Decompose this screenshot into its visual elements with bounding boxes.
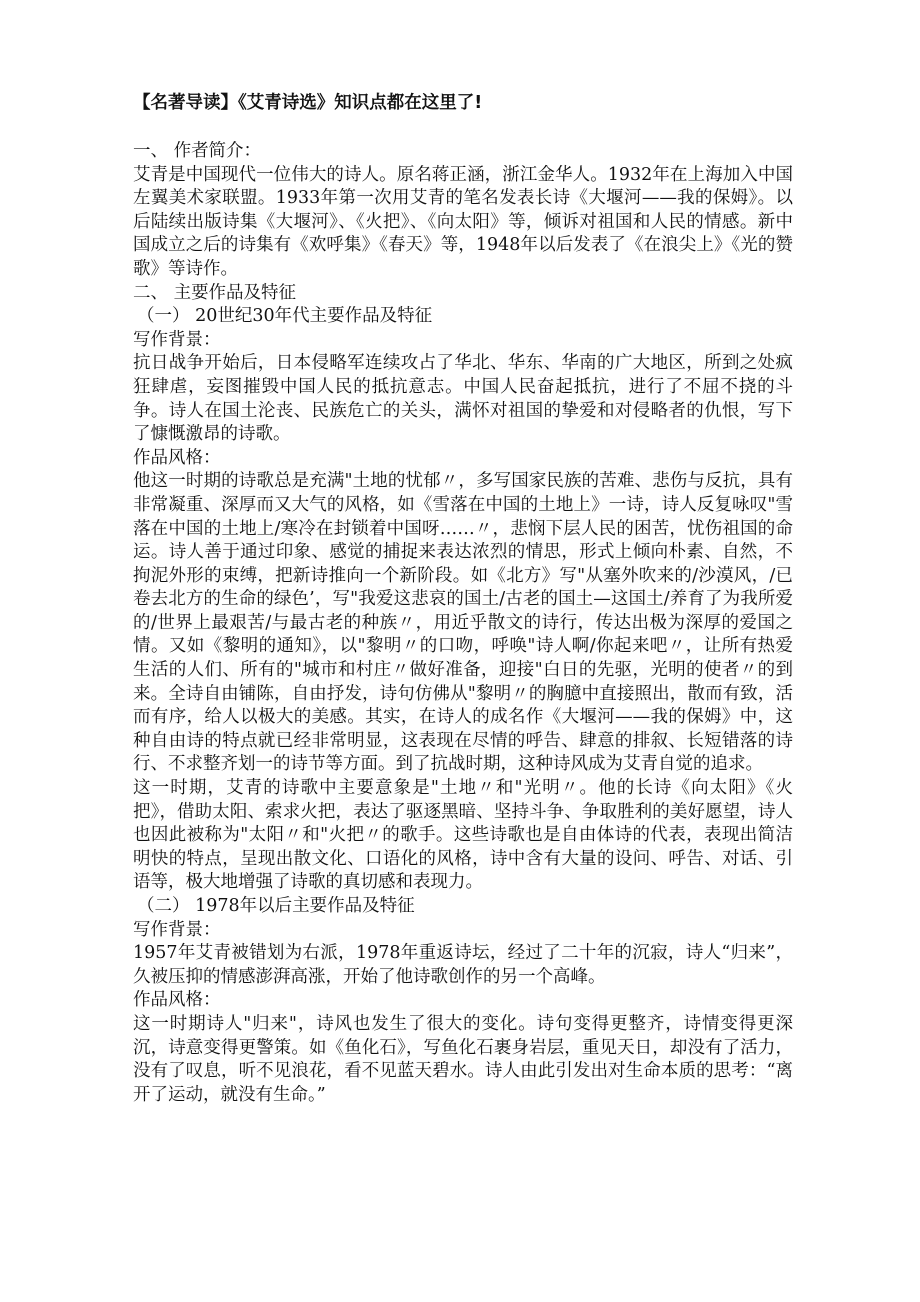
section-heading-works: 二、 主要作品及特征 [133,282,297,303]
document-title: 【名著导读】《艾青诗选》知识点都在这里了! [133,93,483,113]
section-heading-author: 一、 作者简介： [133,141,262,161]
paragraph-style-1: 他这一时期的诗歌总是充满"土地的忧郁〃，多写国家民族的苦难、悲伤与反抗，具有非常凝重、深厚而又大气的风格，如《雪落在中国的土地上》一诗，诗人反复咏叹"雪落在中国的土地上/寒冷在封锁着中国呀……〃，悲悯下层人民的困苦，忧伤祖国的命运。诗人善于通过印象、感觉的捕捉来表达浓烈的情思，形式上倾向朴素、自然，不拘泥外形的束缚，把新诗推向一个新阶段。如《北方》写"从塞外吹来的/沙漠风，/已卷去北方的生命的绿色’，写"我爱这悲哀的国土/古老的国土—这国土/养育了为我所爱的/世界上最艰苦/与最古老的种族〃，用近乎散文的诗行，传达出极为深厚的爱国之情。又如《黎明的通知》，以"黎明〃的口吻，呼唤"诗人啊/你起来吧〃，让所有热爱生活的人们、所有的"城市和村庄〃做好准备，迎接"白日的先驱，光明的使者〃的到来。全诗自由铺陈，自由抒发，诗句仿佛从"黎明〃的胸臆中直接照出，散而有致，活而有序，给人以极大的美感。其实，在诗人的成名作《大堰河——我的保姆》中，这种自由诗的特点就已经非常明显，这表现在尽情的呼告、肆意的排叙、长短错落的诗行、不求整齐划一的诗节等方面。到了抗战时期，这种诗风成为艾青自觉的追求。 [133,471,793,775]
document-page [133,90,793,1107]
subheading-1930s: （一） 20世纪30年代主要作品及特征 [137,306,433,327]
subheading-1978: （二） 1978年以后主要作品及特征 [137,896,415,916]
paragraph-author-intro: 艾青是中国现代一位伟大的诗人。原名蒋正涵，浙江金华人。1932年在上海加入中国左翼美术家联盟。1933年第一次用艾青的笔名发表长诗《大堰河——我的保姆》。以后陆续出版诗集《大堰河》、《火把》、《向太阳》等，倾诉对祖国和人民的情感。新中国成立之后的诗集有《欢呼集》《春天》等，1948年以后发表了《在浪尖上》《光的赞歌》等诗作。 [133,164,793,279]
paragraph-style-2: 这一时期诗人"归来"，诗风也发生了很大的变化。诗句变得更整齐，诗情变得更深沉，诗意变得更警策。如《鱼化石》，写鱼化石裹身岩层，重见天日，却没有了活力，没有了叹息，听不见浪花，看不见蓝天碧水。诗人由此引发出对生命本质的思考：“离开了运动，就没有生命。” [133,1013,793,1105]
label-background-1: 写作背景： [133,329,221,350]
label-background-2: 写作背景： [133,919,221,940]
paragraph-imagery: 这一时期，艾青的诗歌中主要意象是"土地〃和"光明〃。他的长诗《向太阳》《火把》，借助太阳、索求火把，表达了驱逐黑暗、坚持斗争、争取胜利的美好愿望，诗人也因此被称为"太阳〃和"火把〃的歌手。这些诗歌也是自由体诗的代表，表现出简洁明快的特点，呈现出散文化、口语化的风格，诗中含有大量的设问、呼告、对话、引语等，极大地增强了诗歌的真切感和表现力。 [133,778,793,893]
paragraph-background-1: 抗日战争开始后，日本侵略军连续攻占了华北、华东、华南的广大地区，所到之处疯狂肆虐，妄图摧毁中国人民的抵抗意志。中国人民奋起抵抗，进行了不屈不挠的斗争。诗人在国土沦丧、民族危亡的关头，满怀对祖国的挚爱和对侵略者的仇恨，写下了慷慨激昂的诗歌。 [133,353,793,445]
paragraph-background-2: 1957年艾青被错划为右派，1978年重返诗坛，经过了二十年的沉寂，诗人“归来”，久被压抑的情感澎湃高涨，开始了他诗歌创作的另一个高峰。 [133,943,793,987]
label-style-1: 作品风格： [133,447,221,468]
label-style-2: 作品风格： [133,990,221,1011]
